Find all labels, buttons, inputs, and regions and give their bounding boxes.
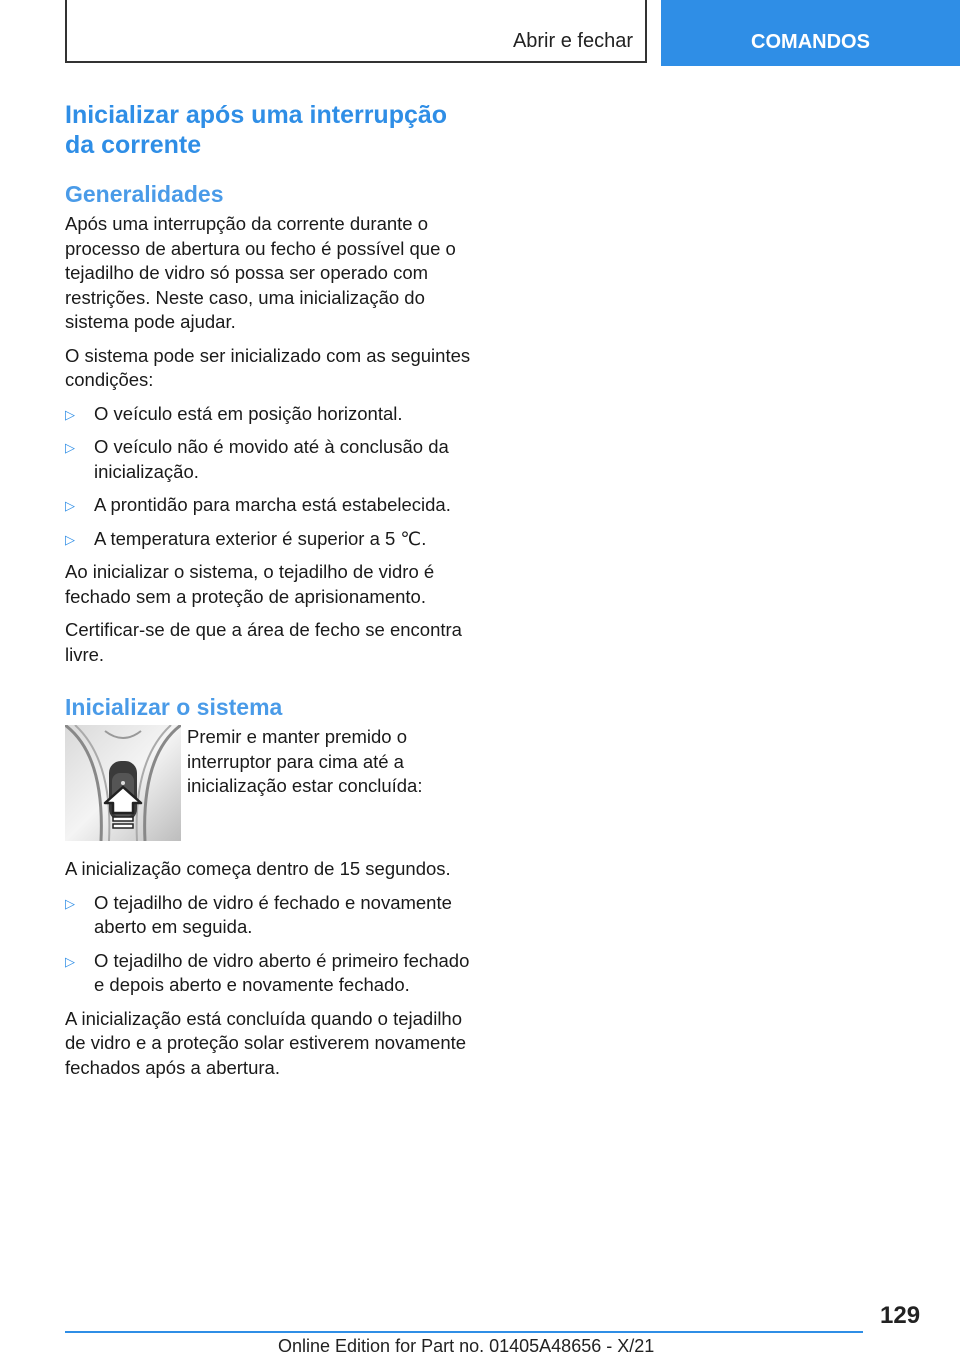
list-item: ▷ O tejadilho de vidro aberto é primeiro fechado e depois aberto e novamente fechado. <box>65 949 470 995</box>
figure-row <box>65 725 483 841</box>
section-heading-inicializar-sistema: Inicializar o sistema <box>65 694 283 720</box>
paragraph: Certificar-se de que a área de fecho se encontra livre. <box>65 619 462 665</box>
triangle-right-outline-icon: ▷ <box>65 531 75 547</box>
header-box <box>65 0 647 63</box>
list-item: ▷ O veículo não é movido até à conclusão da inicialização. <box>65 436 449 482</box>
page-number: 129 <box>880 1302 921 1329</box>
footer-edition: Online Edition for Part no. 01405A48656 - X/21 <box>278 1336 655 1356</box>
list-item: ▷ O tejadilho de vidro é fechado e novamente aberto em seguida. <box>65 891 452 937</box>
header-section-title: Abrir e fechar <box>512 30 633 52</box>
triangle-right-outline-icon: ▷ <box>65 895 75 911</box>
paragraph: A inicialização está concluída quando o tejadilho de vidro e a proteção solar estiverem novamente fechados após a abertura. <box>65 1007 467 1078</box>
triangle-right-outline-icon: ▷ <box>65 498 75 513</box>
figure-caption: Premir e manter premido o interruptor para cima até a inicialização estar concluída: <box>187 726 423 796</box>
footer-divider <box>65 1331 863 1333</box>
page-title: Inicializar após uma interrupção da corrente <box>65 101 448 159</box>
paragraph: A inicialização começa dentro de 15 segundos. <box>65 858 451 879</box>
triangle-right-outline-icon: ▷ <box>65 440 75 455</box>
condition-list <box>65 402 483 552</box>
roof-switch-illustration <box>65 725 181 841</box>
paragraph: Ao inicializar o sistema, o tejadilho de vidro é fechado sem a proteção de aprisionamento. <box>65 561 435 607</box>
process-list <box>65 891 483 998</box>
section-heading-generalidades: Generalidades <box>65 181 224 207</box>
list-item: ▷ A temperatura exterior é superior a 5 ℃. <box>65 527 483 552</box>
paragraph: O sistema pode ser inicializado com as seguintes condições: <box>65 344 471 390</box>
page-content <box>65 100 483 1089</box>
list-item: ▷ A prontidão para marcha está estabelecida. <box>65 493 483 518</box>
paragraph: Após uma interrupção da corrente durante o processo de abertura ou fecho é possível que o tejadilho de vidro só possa ser operado com restrições. Neste caso, uma inicialização do sistema pode ajudar. <box>65 213 456 332</box>
triangle-right-outline-icon: ▷ <box>65 953 75 969</box>
triangle-right-outline-icon: ▷ <box>65 406 75 422</box>
list-item: ▷ O veículo está em posição horizontal. <box>65 402 483 427</box>
header-chapter-tab: COMANDOS <box>661 0 960 66</box>
